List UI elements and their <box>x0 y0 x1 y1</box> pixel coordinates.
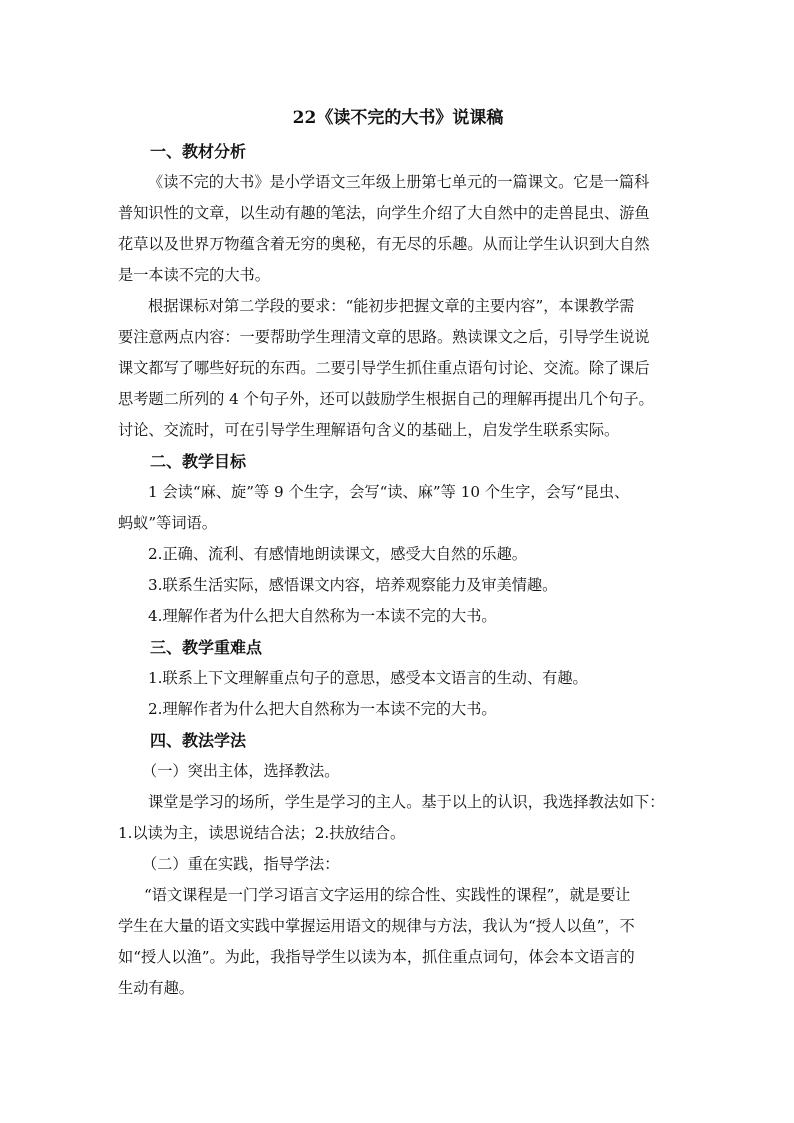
text-line: 是一本读不完的大书。 <box>118 266 270 284</box>
text-line: “语文课程是一门学习语言文字运用的综合性、实践性的课程”，就是要让 <box>144 886 631 904</box>
paragraph-teaching-method <box>118 787 678 849</box>
document-page <box>118 100 678 1004</box>
section-heading-methods: 四、教法学法 <box>150 731 247 750</box>
text-line: 花草以及世界万物蕴含着无穷的奥秘，有无尽的乐趣。从而让学生认识到大自然 <box>118 235 650 253</box>
goal-item-2: 2.正确、流利、有感情地朗读课文，感受大自然的乐趣。 <box>148 545 527 563</box>
text-line: 讨论、交流时，可在引导学生理解语句含义的基础上，启发学生联系实际。 <box>118 421 620 439</box>
text-line: 1 会读“麻、旋”等 9 个生字，会写“读、麻”等 10 个生字，会写“昆虫、 <box>148 483 630 501</box>
document-title: 22《读不完的大书》说课稿 <box>292 108 504 128</box>
text-line: 如“授人以渔”。为此，我指导学生以读为本，抓住重点词句，体会本文语言的 <box>118 948 635 966</box>
text-line: 生动有趣。 <box>118 979 194 997</box>
text-line: 要注意两点内容：一要帮助学生理清文章的思路。熟读课文之后，引导学生说说 <box>118 328 650 346</box>
paragraph-analysis-1 <box>118 167 678 291</box>
text-line: 蚂蚁”等词语。 <box>118 514 217 532</box>
text-line: 课文都写了哪些好玩的东西。二要引导学生抓住重点语句讨论、交流。除了课后 <box>118 359 650 377</box>
key-point-item-1: 1.联系上下文理解重点句子的意思，感受本文语言的生动、有趣。 <box>148 669 588 687</box>
section-heading-key-points: 三、教学重难点 <box>150 638 263 657</box>
paragraph-analysis-2 <box>118 291 678 446</box>
subheading-learning-method: （二）重在实践，指导学法： <box>142 855 340 873</box>
section-heading-analysis: 一、教材分析 <box>150 142 247 161</box>
goal-item-3: 3.联系生活实际，感悟课文内容，培养观察能力及审美情趣。 <box>148 576 558 594</box>
text-line: 1.以读为主，读思说结合法；2.扶放结合。 <box>118 824 406 842</box>
text-line: 根据课标对第二学段的要求：“能初步把握文章的主要内容”，本课教学需 <box>148 297 635 315</box>
goal-item-1 <box>118 477 678 539</box>
text-line: 学生在大量的语文实践中掌握运用语文的规律与方法，我认为“授人以鱼”，不 <box>118 917 635 935</box>
paragraph-learning-method <box>118 880 678 1004</box>
subheading-teaching-method: （一）突出主体，选择教法。 <box>142 762 340 780</box>
text-line: 思考题二所列的 4 个句子外，还可以鼓励学生根据自己的理解再提出几个句子。 <box>118 390 654 408</box>
goal-item-4: 4.理解作者为什么把大自然称为一本读不完的大书。 <box>148 607 497 625</box>
section-heading-goals: 二、教学目标 <box>150 452 247 471</box>
text-line: 《读不完的大书》是小学语文三年级上册第七单元的一篇课文。它是一篇科 <box>148 173 650 191</box>
text-line: 课堂是学习的场所，学生是学习的主人。基于以上的认识，我选择教法如下： <box>148 793 665 811</box>
key-point-item-2: 2.理解作者为什么把大自然称为一本读不完的大书。 <box>148 700 497 718</box>
text-line: 普知识性的文章，以生动有趣的笔法，向学生介绍了大自然中的走兽昆虫、游鱼 <box>118 204 650 222</box>
